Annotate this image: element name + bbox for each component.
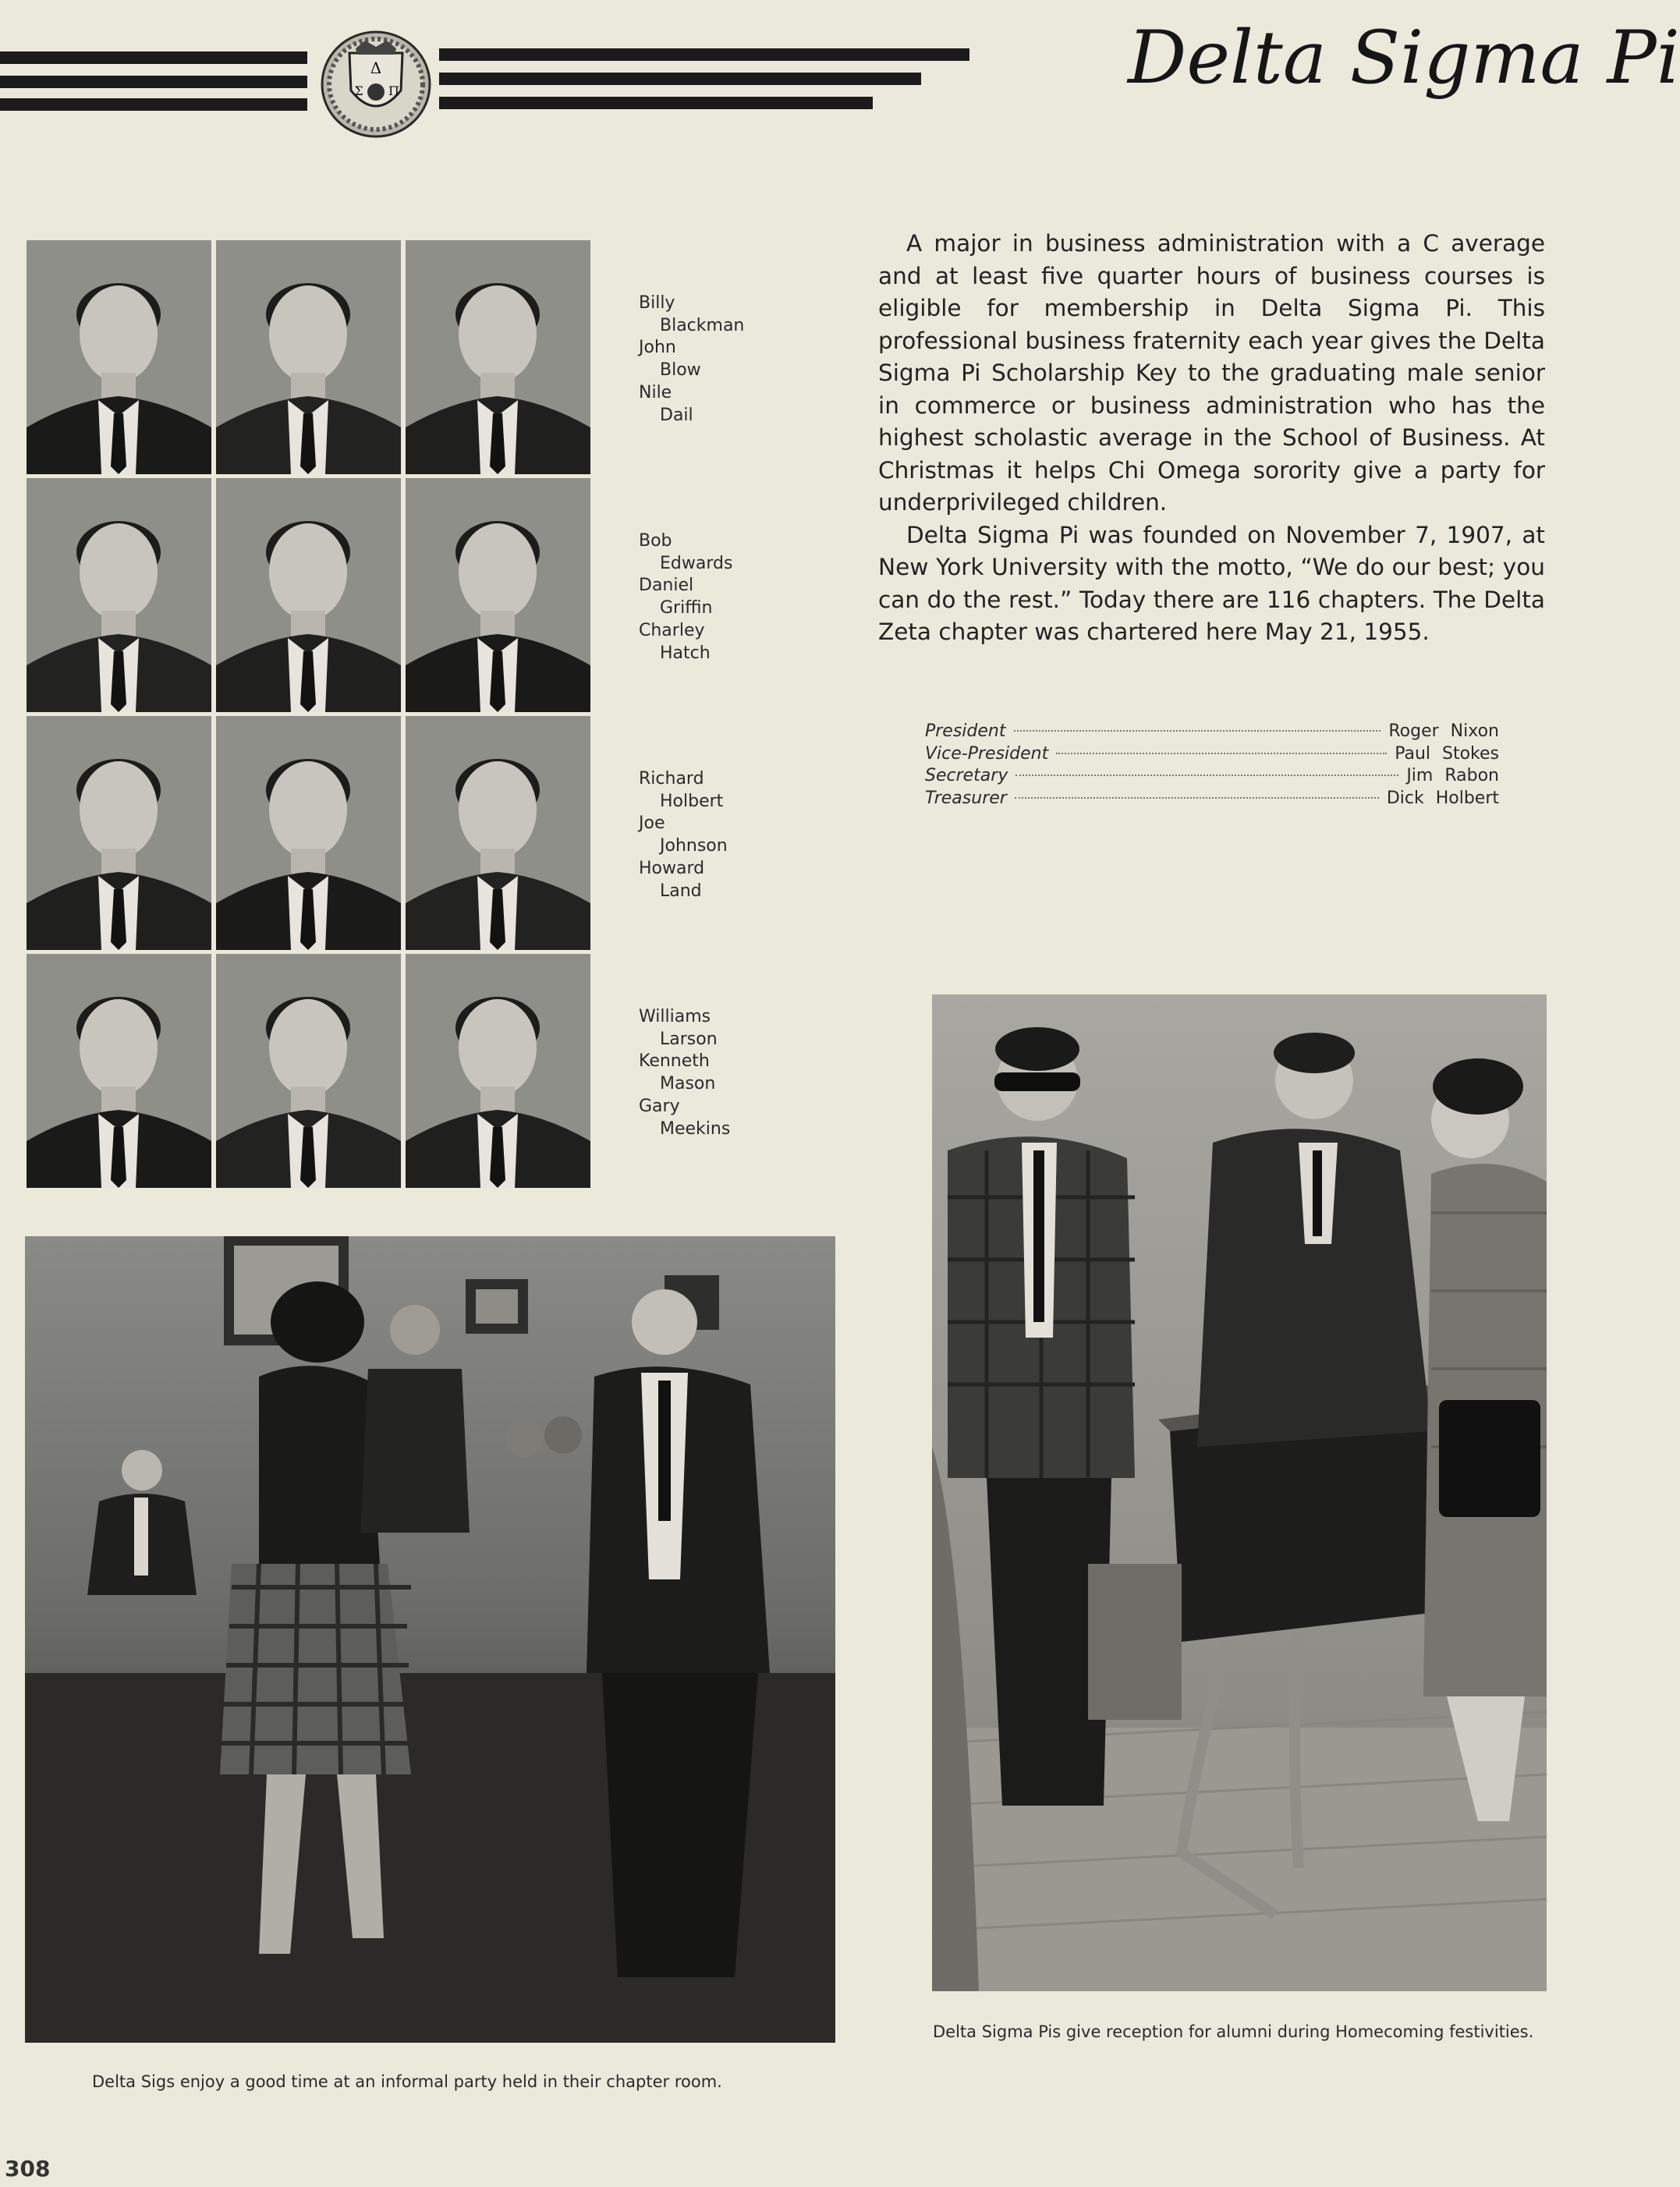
member-portrait: [27, 716, 211, 950]
last-name: Edwards: [660, 553, 733, 573]
officer-row: [925, 721, 1499, 743]
officer-row: [925, 765, 1499, 788]
leader-dots: [1014, 730, 1381, 732]
first-name: Charley: [639, 620, 705, 640]
crest-letter-delta: Δ: [370, 58, 382, 77]
last-name: Griffin: [660, 598, 713, 619]
header-rule-left-2: [0, 76, 307, 88]
officer-role: Vice-President: [925, 743, 1049, 764]
officer-name: Paul Stokes: [1395, 743, 1499, 764]
member-portrait: [216, 478, 401, 712]
paragraph-history: Delta Sigma Pi was founded on November 7, 1907, at New York University with the motto, “We do our best; you can do the rest.” Today there are 116 chapters. The Delta Zeta chapter was chartered here May 21, 1955.: [878, 521, 1545, 645]
party-photo-caption: Delta Sigs enjoy a good time at an informal party held in their chapter room.: [92, 2072, 722, 2091]
member-portrait: [27, 954, 211, 1188]
member-portrait: [216, 716, 401, 950]
officer-role: Treasurer: [925, 788, 1007, 808]
crest-letter-pi: Π: [388, 83, 399, 98]
last-name: Hatch: [660, 643, 711, 663]
first-name: Howard: [639, 858, 705, 878]
officer-role: President: [925, 721, 1006, 741]
officer-row: [925, 788, 1499, 810]
header-rule-left-3: [0, 98, 307, 111]
header-rule-right-2: [439, 73, 921, 85]
member-portrait: [27, 478, 211, 712]
name-group-1: [639, 292, 764, 427]
crest-letter-sigma: Σ: [354, 83, 363, 98]
first-name: Kenneth: [639, 1051, 710, 1072]
member-portrait: [27, 240, 211, 474]
page-title: Delta Sigma Pi: [1128, 16, 1680, 101]
officer-row: [925, 743, 1499, 766]
first-name: Daniel: [639, 576, 694, 596]
last-name: Dail: [660, 405, 693, 425]
officer-name: Roger Nixon: [1388, 721, 1499, 741]
officer-name: Jim Rabon: [1406, 766, 1499, 786]
member-portrait: [406, 478, 590, 712]
name-group-2: [639, 530, 764, 665]
first-name: Nile: [639, 382, 672, 402]
first-name: Joe: [639, 813, 665, 834]
first-name: John: [639, 338, 676, 358]
member-portrait: [406, 954, 590, 1188]
last-name: Mason: [660, 1074, 716, 1094]
leader-dots: [1015, 774, 1398, 776]
first-name: Gary: [639, 1096, 680, 1116]
leader-dots: [1056, 753, 1387, 754]
officer-name: Dick Holbert: [1386, 788, 1499, 808]
officer-role: Secretary: [925, 766, 1008, 786]
last-name: Meekins: [660, 1118, 731, 1139]
member-portrait: [406, 716, 590, 950]
officers-list: [925, 721, 1499, 810]
member-portrait: [406, 240, 590, 474]
paragraph-membership: A major in business administration with a C average and at least five quarter hours of business courses is eligible for membership in Delta Sigma Pi. This professional business fraternity each year gives the Delta Sigma Pi Scholarship Key to the graduating male senior in commerce or business administration who has the highest scholastic average in the School of Business. At Christmas it helps Chi Omega sorority give a party for underprivileged children.: [878, 230, 1545, 516]
last-name: Larson: [660, 1029, 718, 1049]
header-rule-left-1: [0, 51, 307, 64]
member-portrait: [216, 240, 401, 474]
header-rule-right-3: [439, 97, 873, 109]
name-group-4: [639, 1006, 764, 1140]
fraternity-crest: [320, 30, 432, 139]
chapter-description: [878, 228, 1545, 649]
reception-photo-caption: Delta Sigma Pis give reception for alumni during Homecoming festivities.: [933, 2022, 1534, 2041]
member-portrait: [216, 954, 401, 1188]
first-name: Williams: [639, 1007, 711, 1026]
last-name: Johnson: [660, 836, 728, 856]
leader-dots: [1015, 797, 1379, 799]
party-photo: [25, 1236, 835, 2043]
reception-photo: [932, 994, 1547, 1991]
name-group-3: [639, 768, 764, 902]
first-name: Bob: [639, 531, 672, 551]
last-name: Land: [660, 881, 702, 901]
last-name: Holbert: [660, 791, 724, 811]
header-rule-right-1: [439, 48, 969, 61]
first-name: Billy: [639, 293, 675, 313]
page-number: 308: [5, 2156, 51, 2182]
last-name: Blow: [660, 360, 701, 381]
last-name: Blackman: [660, 315, 745, 335]
first-name: Richard: [639, 769, 704, 789]
